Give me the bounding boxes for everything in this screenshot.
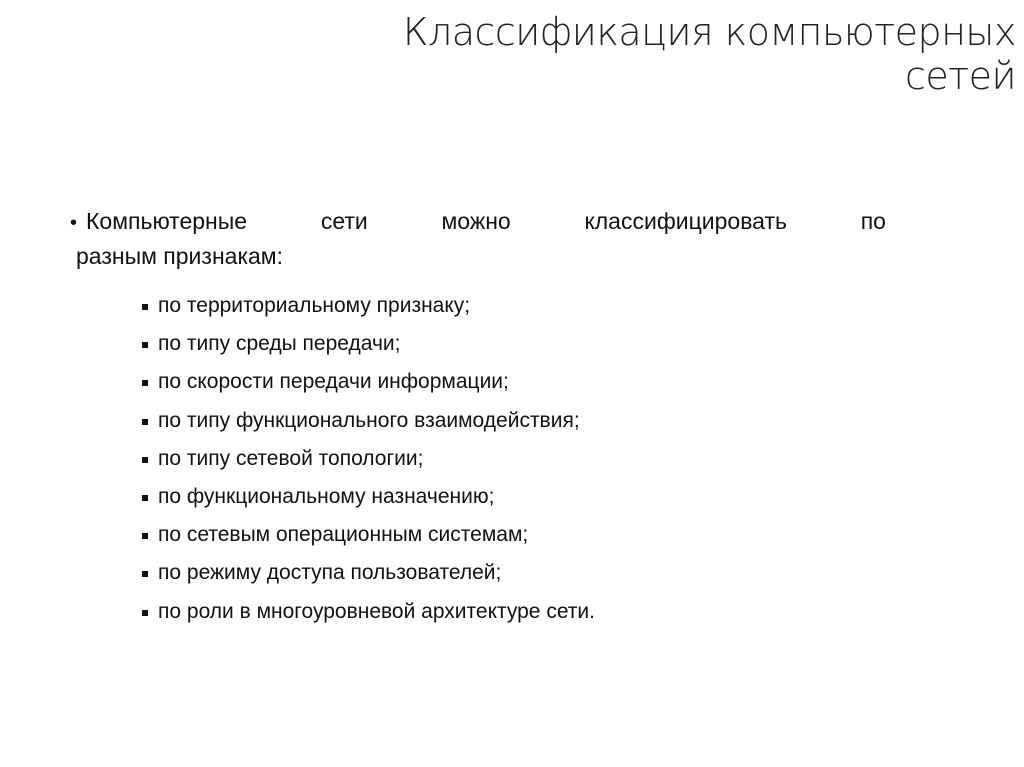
list-item	[142, 402, 595, 440]
list-item	[142, 478, 595, 516]
list-item	[142, 363, 595, 401]
bullet-dot-icon: •	[70, 212, 78, 234]
criteria-list	[142, 287, 595, 631]
square-bullet-icon	[142, 457, 148, 463]
list-item-text: по роли в многоуровневой архитектуре сети.	[158, 599, 595, 623]
intro-word: по	[860, 208, 886, 234]
slide-title-line-1: Классификация компьютерных	[402, 10, 1016, 54]
intro-word: классифицировать	[584, 208, 787, 234]
intro-line-1	[70, 208, 886, 240]
square-bullet-icon	[142, 495, 148, 501]
square-bullet-icon	[142, 342, 148, 348]
list-item	[142, 516, 595, 554]
slide-title	[256, 10, 1016, 98]
list-item-text: по режиму доступа пользователей;	[158, 561, 502, 585]
square-bullet-icon	[142, 610, 148, 616]
list-item-text: по типу сетевой топологии;	[158, 446, 424, 470]
list-item-text: по скорости передачи информации;	[158, 370, 509, 394]
list-item	[142, 287, 595, 325]
list-item	[142, 593, 595, 631]
intro-word: можно	[441, 208, 511, 234]
intro-line-2: разным признакам:	[76, 243, 283, 269]
list-item-text: по функциональному назначению;	[158, 485, 495, 509]
intro-paragraph	[70, 208, 886, 272]
list-item-text: по типу функционального взаимодействия;	[158, 408, 580, 432]
square-bullet-icon	[142, 304, 148, 310]
square-bullet-icon	[142, 533, 148, 539]
list-item-text: по сетевым операционным системам;	[158, 523, 529, 547]
list-item-text: по типу среды передачи;	[158, 332, 401, 356]
square-bullet-icon	[142, 419, 148, 425]
list-item	[142, 440, 595, 478]
list-item-text: по территориальному признаку;	[158, 294, 471, 318]
list-item	[142, 554, 595, 592]
list-item	[142, 325, 595, 363]
square-bullet-icon	[142, 571, 148, 577]
slide-title-line-2: сетей	[904, 54, 1016, 98]
square-bullet-icon	[142, 380, 148, 386]
intro-word: сети	[320, 208, 368, 234]
intro-word: Компьютерные	[86, 208, 248, 234]
